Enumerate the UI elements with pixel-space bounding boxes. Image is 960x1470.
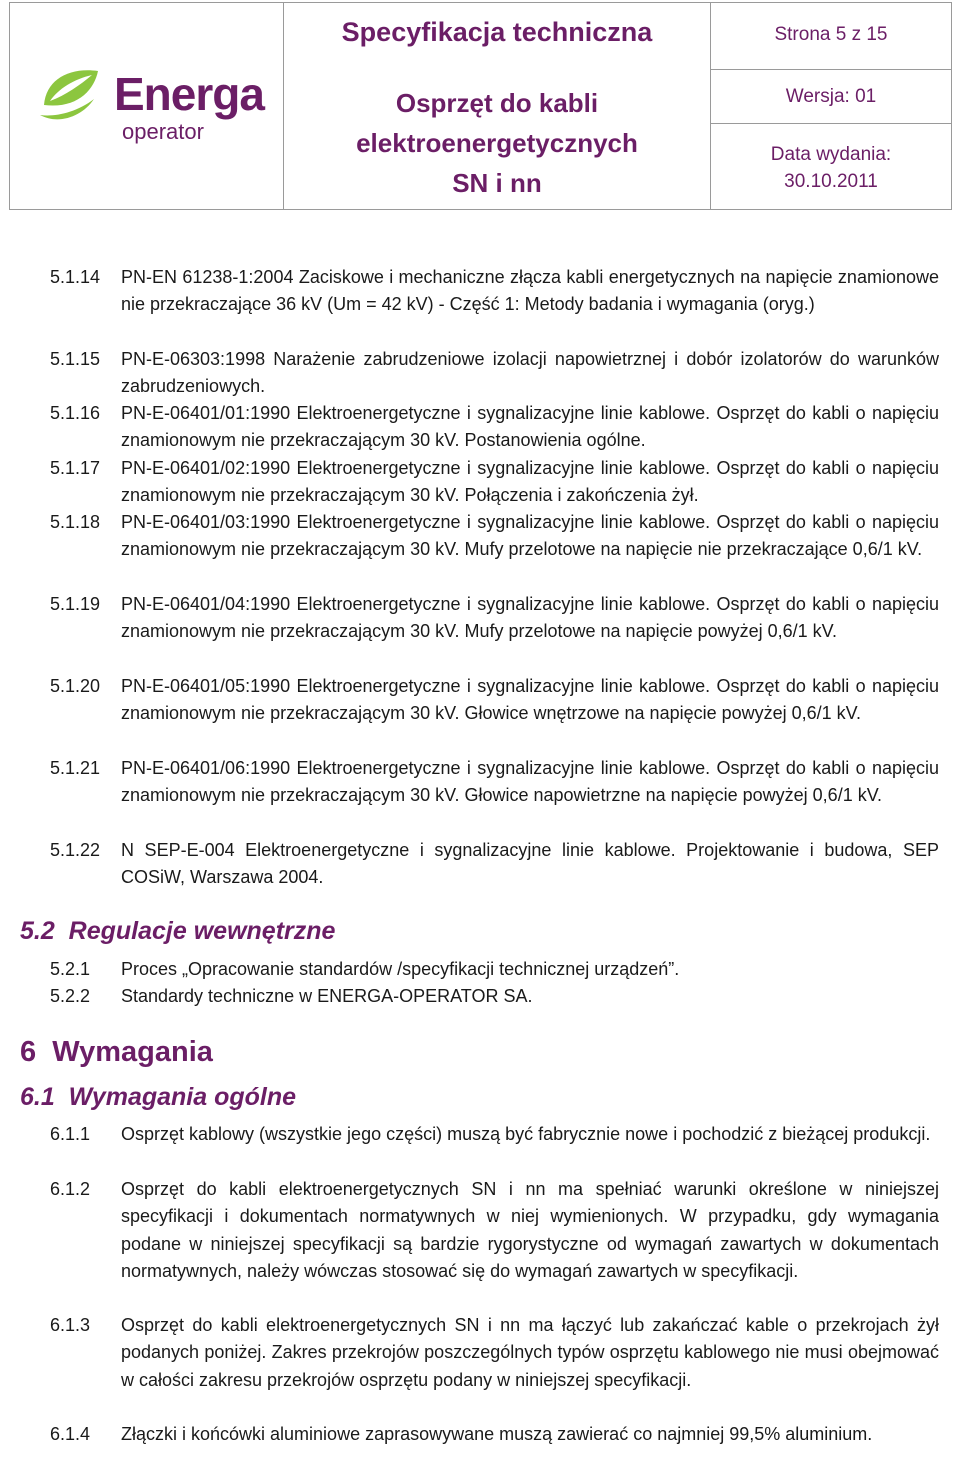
item-number: 6.1.4 xyxy=(50,1424,91,1444)
subtitle-line: SN i nn xyxy=(452,168,542,198)
version: Wersja: 01 xyxy=(785,86,877,107)
section-number: 5.2 xyxy=(20,917,55,945)
item-number: 5.1.18 xyxy=(50,512,101,532)
item-text: PN-E-06401/01:1990 Elektroenergetyczne i sygnalizacyjne linie kablowe. Osprzęt do kabli o napięciu znamionowym nie przekraczającym 30 kV. Postanowienia ogólne. xyxy=(121,403,939,451)
item-number: 6.1.1 xyxy=(50,1124,91,1144)
item-text: PN-E-06303:1998 Narażenie zabrudzeniowe izolacji napowietrznej i dobór izolatorów do warunków zabrudzeniowych. xyxy=(121,349,939,397)
section-heading-5-2 xyxy=(20,917,335,946)
item-number: 5.2.1 xyxy=(50,959,91,979)
item-text: PN-E-06401/04:1990 Elektroenergetyczne i sygnalizacyjne linie kablowe. Osprzęt do kabli o napięciu znamionowym nie przekraczającym 30 kV. Mufy przelotowe na napięcie powyżej 0,6/1 kV. xyxy=(121,594,939,642)
section-heading-6 xyxy=(20,1036,213,1069)
date-label: Data wydania: xyxy=(770,144,892,165)
item-number: 6.1.3 xyxy=(50,1315,91,1335)
logo-wordmark: Energa xyxy=(114,68,264,120)
item-text: PN-E-06401/06:1990 Elektroenergetyczne i sygnalizacyjne linie kablowe. Osprzęt do kabli o napięciu znamionowym nie przekraczającym 30 kV. Głowice napowietrzne na napięcie powyżej 0,6/1 kV. xyxy=(121,758,939,806)
item-text: PN-E-06401/03:1990 Elektroenergetyczne i sygnalizacyjne linie kablowe. Osprzęt do kabli o napięciu znamionowym nie przekraczającym 30 kV. Mufy przelotowe na napięcie nie przekraczające 0,6/1 kV. xyxy=(121,512,939,560)
item-number: 6.1.2 xyxy=(50,1179,91,1199)
section-title: Wymagania ogólne xyxy=(68,1083,297,1111)
item-text: Osprzęt do kabli elektroenergetycznych SN i nn ma spełniać warunki określone w niniejszej specyfikacji i dokumentach normatywnych w niej wymienionych. W przypadku, gdy wymagania podane w niniejszej specyfikacji są bardzie rygorystyczne od wymagań zawartych w dokumentach normatywnych, należy wówczas stosować się do wymagań zawartych w specyfikacji. xyxy=(121,1179,939,1281)
document-title: Specyfikacja techniczna xyxy=(341,17,653,47)
page-number: Strona 5 z 15 xyxy=(774,24,888,45)
item-number: 5.1.20 xyxy=(50,676,101,696)
version-cell xyxy=(710,69,952,124)
section-title: Wymagania xyxy=(52,1036,213,1068)
item-number: 5.1.14 xyxy=(50,267,101,287)
item-text: Złączki i końcówki aluminiowe zaprasowywane muszą zawierać co najmniej 99,5% aluminium. xyxy=(121,1424,873,1444)
item-text: PN-E-06401/02:1990 Elektroenergetyczne i sygnalizacyjne linie kablowe. Osprzęt do kabli o napięciu znamionowym nie przekraczającym 30 kV. Połączenia i zakończenia żył. xyxy=(121,458,939,506)
title-cell xyxy=(283,2,711,210)
date-value: 30.10.2011 xyxy=(784,171,878,192)
logo-cell xyxy=(9,2,284,210)
item-number: 5.1.21 xyxy=(50,758,101,778)
item-text: Proces „Opracowanie standardów /specyfikacji technicznej urządzeń”. xyxy=(121,959,680,979)
item-text: Osprzęt do kabli elektroenergetycznych SN i nn ma łączyć lub zakańczać kable o przekrojach żył podanych poniżej. Zakres przekrojów poszczególnych typów osprzętu kablowego nie musi obejmować w całości zakresu przekrojów osprzętu podany w niniejszej specyfikacji. xyxy=(121,1315,939,1390)
item-number: 5.1.22 xyxy=(50,840,101,860)
document-subtitle xyxy=(284,83,710,203)
section-number: 6.1 xyxy=(20,1083,55,1111)
section-number: 6 xyxy=(20,1036,37,1068)
item-number: 5.1.17 xyxy=(50,458,101,478)
item-text: Standardy techniczne w ENERGA-OPERATOR SA. xyxy=(121,986,533,1006)
item-text: Osprzęt kablowy (wszystkie jego części) muszą być fabrycznie nowe i pochodzić z bieżącej produkcji. xyxy=(121,1124,931,1144)
item-text: PN-EN 61238-1:2004 Zaciskowe i mechaniczne złącza kabli energetycznych na napięcie znamionowe nie przekraczające 36 kV (Um = 42 kV) - Część 1: Metody badania i wymagania (oryg.) xyxy=(121,267,939,315)
energa-logo xyxy=(36,63,276,153)
item-number: 5.2.2 xyxy=(50,986,91,1006)
item-number: 5.1.15 xyxy=(50,349,101,369)
item-number: 5.1.19 xyxy=(50,594,101,614)
page-number-cell xyxy=(710,2,952,70)
date-cell xyxy=(710,123,952,210)
item-text: N SEP-E-004 Elektroenergetyczne i sygnalizacyjne linie kablowe. Projektowanie i budowa, SEP COSiW, Warszawa 2004. xyxy=(121,840,939,888)
logo-subtitle: operator xyxy=(122,119,204,144)
document-header xyxy=(9,2,952,210)
subtitle-line: Osprzęt do kabli xyxy=(395,88,599,118)
item-text: PN-E-06401/05:1990 Elektroenergetyczne i sygnalizacyjne linie kablowe. Osprzęt do kabli o napięciu znamionowym nie przekraczającym 30 kV. Głowice wnętrzowe na napięcie powyżej 0,6/1 kV. xyxy=(121,676,939,724)
subtitle-line: elektroenergetycznych xyxy=(356,128,638,158)
energa-leaf-icon xyxy=(36,65,108,125)
section-title: Regulacje wewnętrzne xyxy=(68,917,336,945)
section-heading-6-1 xyxy=(20,1083,296,1112)
item-number: 5.1.16 xyxy=(50,403,101,423)
